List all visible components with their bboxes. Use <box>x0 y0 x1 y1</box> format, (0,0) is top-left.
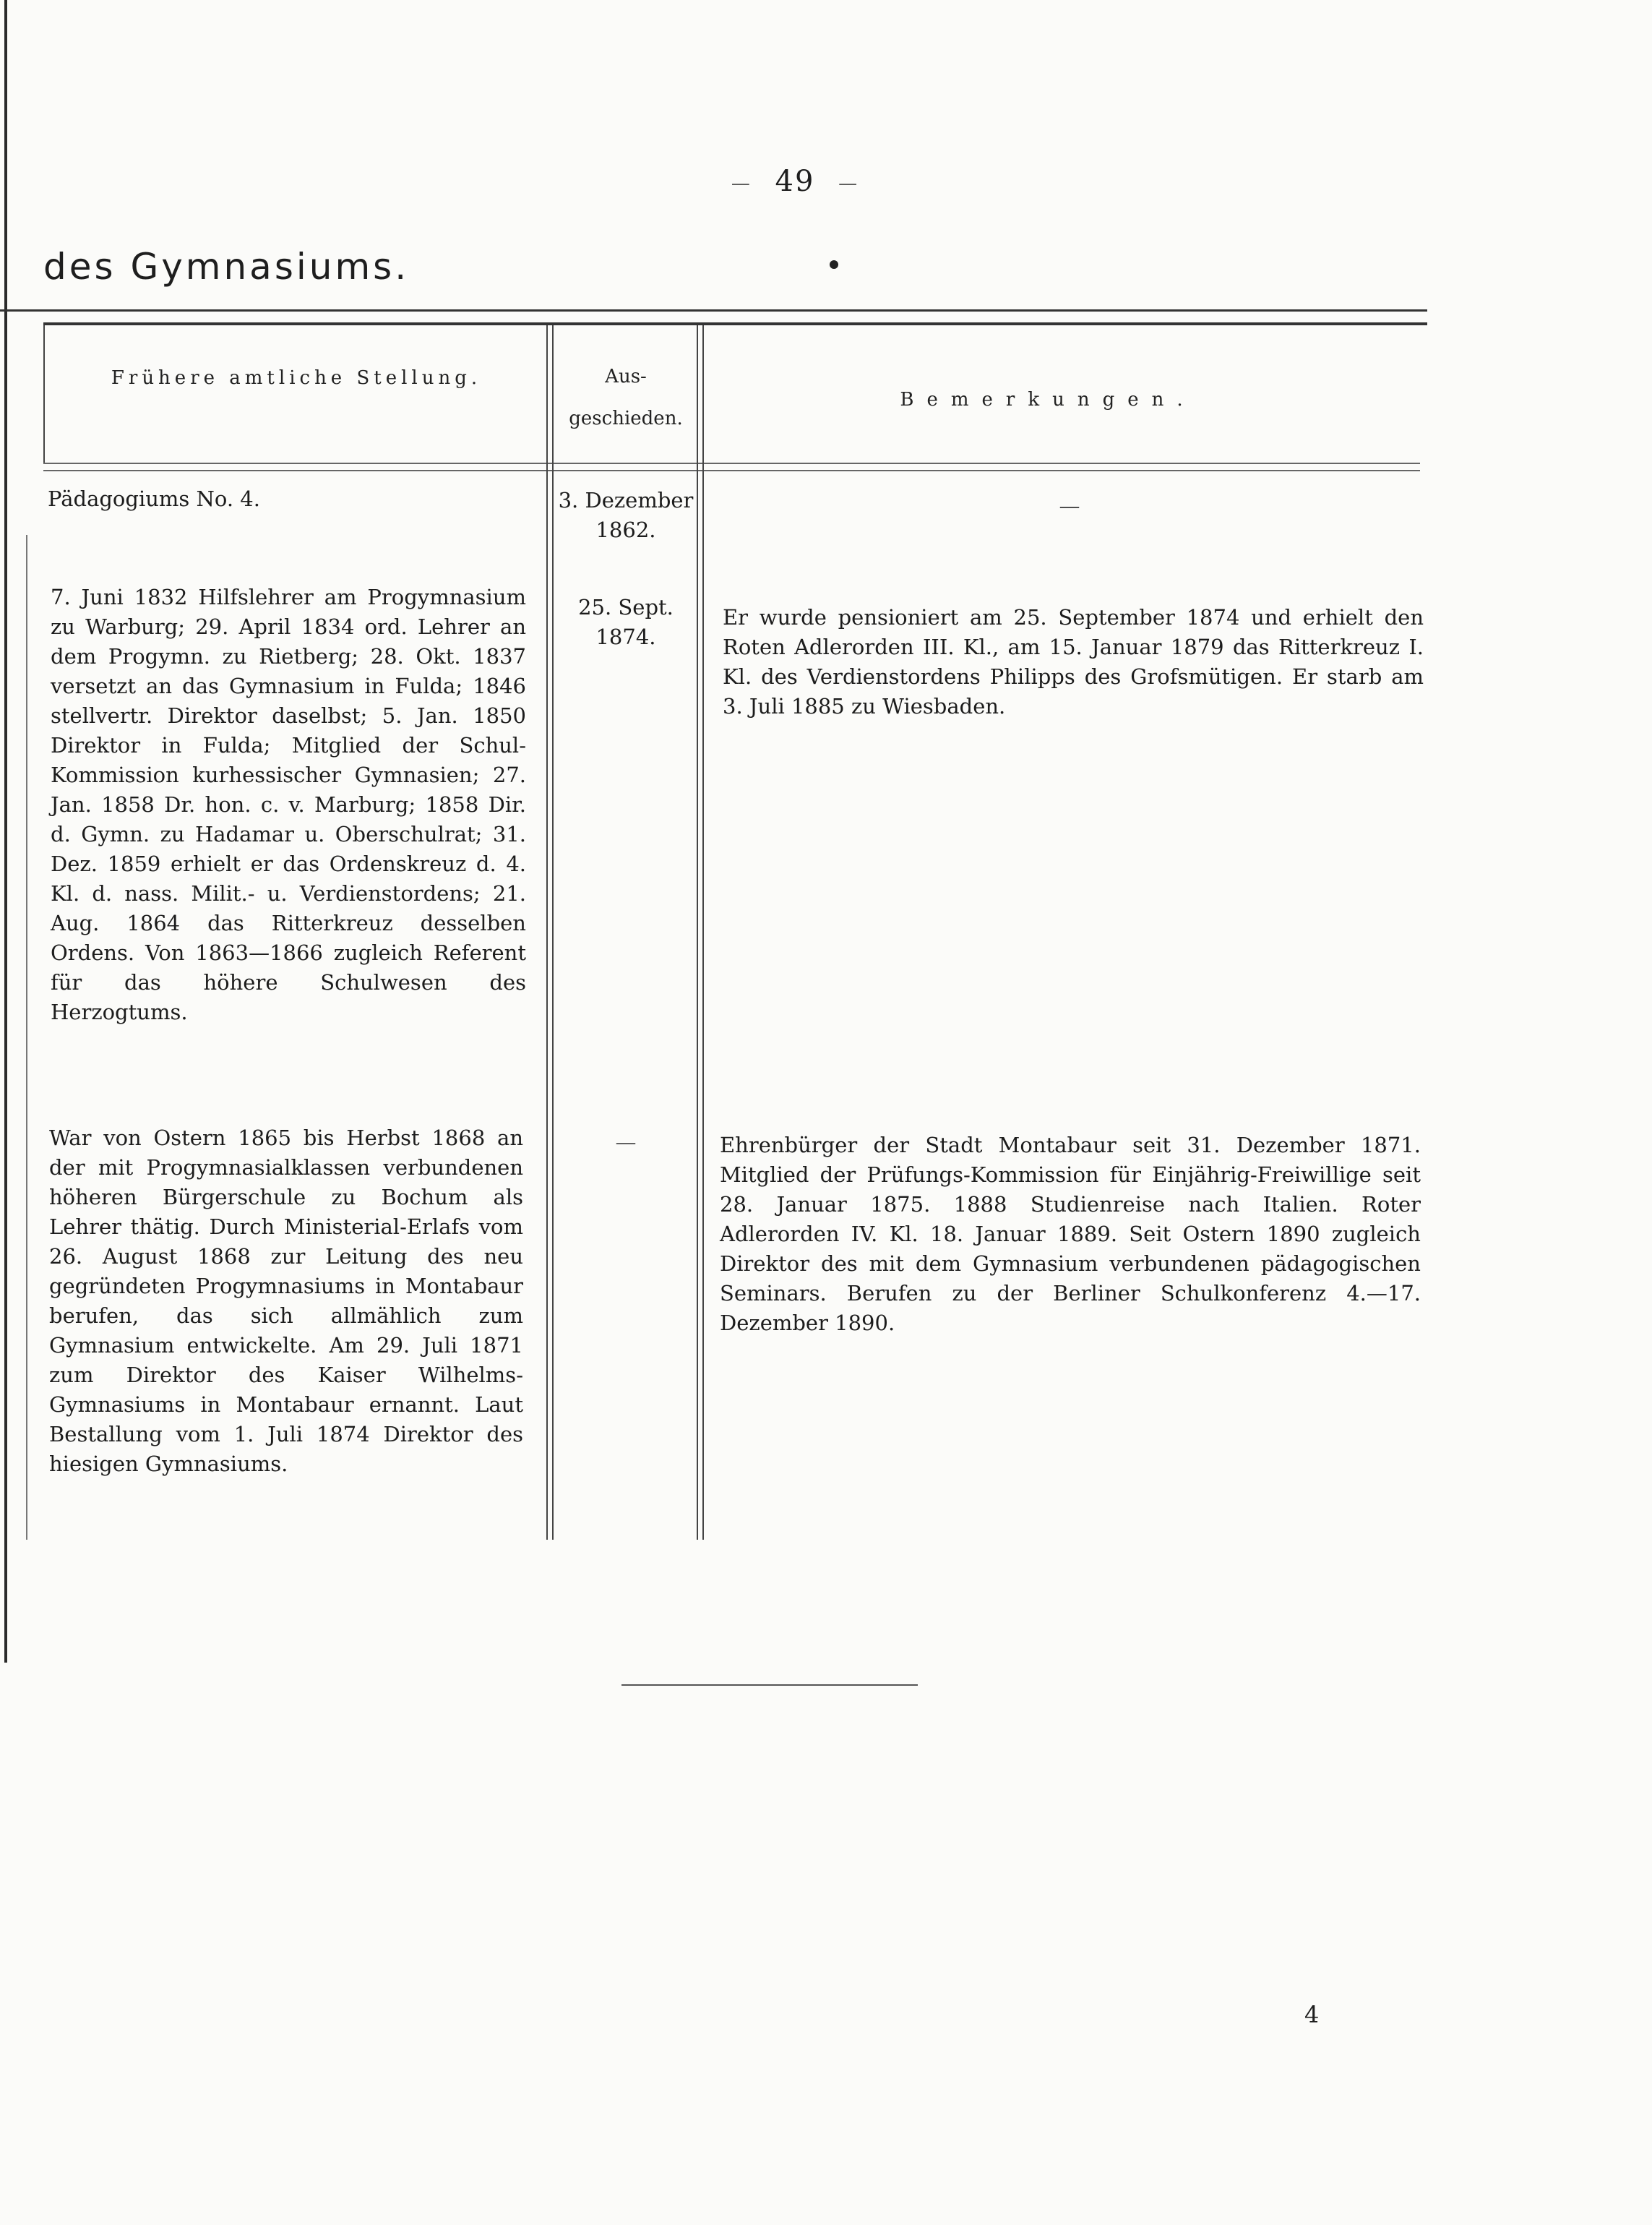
row2-left-line2: 1874. <box>595 625 656 649</box>
column-line-outer-left <box>26 535 27 1540</box>
header-left-line2: geschieden. <box>569 408 683 429</box>
row3-remarks: Ehrenbürger der Stadt Montabaur seit 31. Dezember 1871. Mitglied der Prüfungs-Kommission für Einjährig-Freiwillige seit 28. Januar 1875. 1888 Studienreise nach Italien. Roter Adlerorden IV. Kl. 18. Januar 1889. Seit Ostern 1890 zugleich Direktor des mit dem Gymnasium verbundenen pädagogischen Seminars. Berufen zu der Berliner Schulkonferenz 4.—17. Dezember 1890. <box>720 1133 1421 1335</box>
column-line-left <box>43 325 45 463</box>
page-edge-shadow <box>4 0 7 1663</box>
row3-left <box>554 1128 698 1157</box>
row2-left-line1: 25. Sept. <box>578 595 674 620</box>
row3-position: War von Ostern 1865 bis Herbst 1868 an der mit Progymnasialklassen verbundenen höheren Bürgerschule zu Bochum als Lehrer thätig. Durch Ministerial-Erlafs vom 26. August 1868 zur Leitung des neu gegründeten Progymnasiums in Montabaur berufen, das sich allmählich zum Gymnasium entwickelte. Am 29. Juli 1871 zum Direktor des Kaiser Wilhelms-Gymnasiums in Montabaur ernannt. Laut Bestallung vom 1. Juli 1874 Direktor des hiesigen Gymnasiums. <box>49 1126 523 1476</box>
page-number-dash-left: — <box>731 173 752 194</box>
column-line-2b <box>702 325 704 1540</box>
row1-left-line1: 3. Dezember <box>558 488 694 513</box>
header-left-service <box>554 356 698 440</box>
page-number <box>723 165 867 198</box>
ornament-dot <box>830 260 838 269</box>
row2-remarks: Er wurde pensioniert am 25. September 1874 und erhielt den Roten Adlerorden III. Kl., am 15. Januar 1879 das Ritterkreuz I. Kl. des Verdienstordens Philipps des Grofsmütigen. Er starb am 3. Juli 1885 zu Wiesbaden. <box>723 605 1424 719</box>
top-rule-second <box>43 322 1427 325</box>
header-left-line1: Aus- <box>605 366 647 387</box>
page-number-dash-right: — <box>838 173 859 194</box>
page-heading: des Gymnasiums. <box>43 246 410 288</box>
row2-left <box>554 593 698 652</box>
row2-position: 7. Juni 1832 Hilfslehrer am Progymnasium zu Warburg; 29. April 1834 ord. Lehrer an dem Progymn. zu Rietberg; 28. Okt. 1837 versetzt an das Gymnasium in Fulda; 1846 stellvertr. Direktor daselbst; 5. Jan. 1850 Direktor in Fulda; Mitglied der Schul-Kommission kurhessischer Gymnasien; 27. Jan. 1858 Dr. hon. c. v. Marburg; 1858 Dir. d. Gymn. zu Hadamar u. Oberschulrat; 31. Dez. 1859 erhielt er das Ordenskreuz d. 4. Kl. d. nass. Milit.- u. Verdienstordens; 21. Aug. 1864 das Ritterkreuz desselben Ordens. Von 1863—1866 zugleich Referent für das höhere Schulwesen des Herzogtums. <box>51 585 526 1024</box>
top-rule <box>0 309 1427 312</box>
header-remarks: Bemerkungen. <box>900 389 1196 411</box>
row1-remarks: — <box>1059 494 1080 518</box>
row1-position: Pädagogiums No. 4. <box>48 486 260 511</box>
header-rule-second <box>43 470 1420 471</box>
page-number-value: 49 <box>775 165 815 198</box>
row1-left <box>554 486 698 545</box>
footer-signature-number: 4 <box>1304 2001 1320 2028</box>
header-position: Frühere amtliche Stellung. <box>111 367 482 389</box>
row1-left-line2: 1862. <box>595 518 656 542</box>
row3-left-line1: — <box>615 1130 637 1154</box>
end-rule <box>621 1684 918 1686</box>
column-line-1a <box>546 325 548 1540</box>
header-rule <box>43 463 1420 464</box>
